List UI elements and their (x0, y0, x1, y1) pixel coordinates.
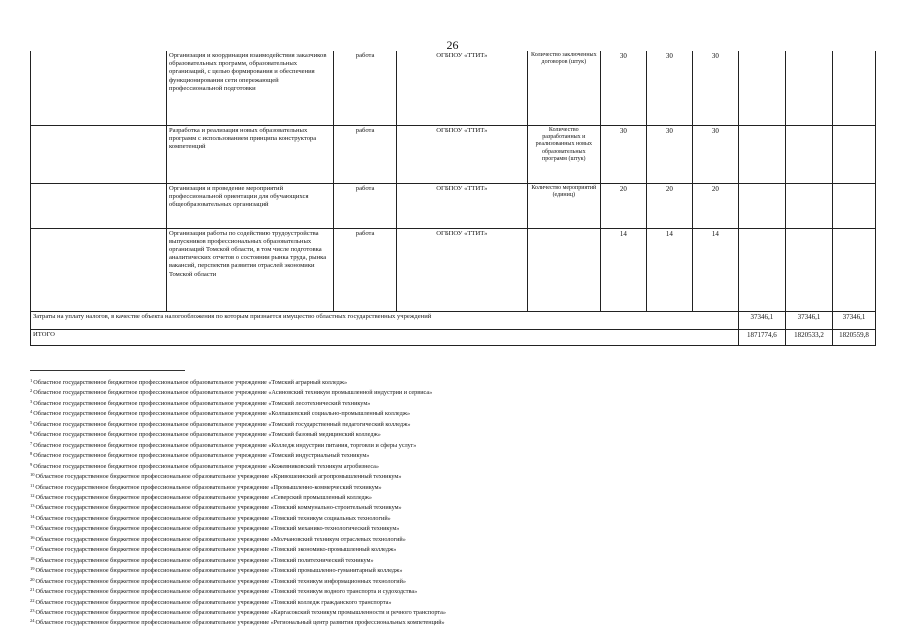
footnote-item (30, 523, 850, 533)
tax-costs-label: Затраты на уплату налогов, в качестве объекта налогообложения по которым признается имущество областных государственных учреждений (31, 311, 739, 329)
footnote-item (30, 617, 850, 627)
table-row (31, 228, 876, 311)
organization-cell: ОГБПОУ «ТТИТ» (396, 125, 527, 183)
footnote-number: 15 (30, 524, 35, 530)
value-year2-cell: 30 (646, 125, 692, 183)
footnote-item (30, 607, 850, 617)
footnote-item (30, 471, 850, 481)
table-row (31, 125, 876, 183)
empty-cell (785, 228, 832, 311)
footnote-number: 4 (30, 409, 33, 415)
footnote-item (30, 482, 850, 492)
indicator-cell: Количество разработанных и реализованных новых образовательных программ (штук) (527, 125, 600, 183)
footnote-text: Областное государственное бюджетное профессиональное образовательное учреждение «Томский техникум информационных технологий» (35, 577, 406, 585)
value-year1-cell: 30 (600, 125, 646, 183)
empty-cell (31, 228, 167, 311)
total-sum-year2: 1820533,2 (785, 329, 832, 345)
footnote-text: Областное государственное бюджетное профессиональное образовательное учреждение «Колледж индустрии питания, торговли и сферы услуг» (33, 441, 417, 449)
footnote-item (30, 513, 850, 523)
footnote-number: 9 (30, 461, 33, 467)
footnote-number: 24 (30, 618, 35, 624)
work-type-cell: работа (334, 228, 397, 311)
footnote-item (30, 398, 850, 408)
footnote-text: Областное государственное бюджетное профессиональное образовательное учреждение «Томский промышленно-гуманитарный колледж» (35, 567, 403, 575)
footnote-text: Областное государственное бюджетное профессиональное образовательное учреждение «Томский политехнический техникум» (35, 556, 374, 564)
work-name-cell: Организация работы по содействию трудоустройства выпускников профессиональных образовательных организаций Томской области, в том числе подготовка аналитических отчетов о состоянии рынка труда, рынка вакансий, перспектив развития отраслей экономики Томской области (166, 228, 333, 311)
empty-cell (738, 228, 785, 311)
footnote-item (30, 502, 850, 512)
footnote-text: Областное государственное бюджетное профессиональное образовательное учреждение «Томский экономико-промышленный колледж» (35, 546, 397, 554)
indicator-cell: Количество мероприятий (единиц) (527, 183, 600, 228)
footnote-text: Областное государственное бюджетное профессиональное образовательное учреждение «Томский аграрный колледж» (33, 379, 348, 386)
footnote-number: 19 (30, 566, 35, 572)
tax-sum-year3: 37346,1 (833, 311, 876, 329)
empty-cell (785, 183, 832, 228)
empty-cell (738, 51, 785, 125)
empty-cell (785, 51, 832, 125)
footnote-number: 22 (30, 597, 35, 603)
value-year3-cell: 14 (692, 228, 738, 311)
footnote-item (30, 377, 850, 387)
footnote-text: Областное государственное бюджетное профессиональное образовательное учреждение «Кривошеинский агропромышленный техникум» (35, 473, 402, 481)
work-type-cell: работа (334, 183, 397, 228)
footnote-number: 16 (30, 534, 35, 540)
footnote-number: 8 (30, 451, 33, 457)
footnote-text: Областное государственное бюджетное профессиональное образовательное учреждение «Кожевниковский техникум агробизнеса» (33, 462, 379, 470)
work-name-cell: Организация и проведение мероприятий профессиональной ориентации для обучающихся общеобразовательных организаций (166, 183, 333, 228)
footnote-text: Областное государственное бюджетное профессиональное образовательное учреждение «Томский коммунально-строительный техникум» (35, 504, 402, 512)
footnote-item (30, 419, 850, 429)
footnote-text: Областное государственное бюджетное профессиональное образовательное учреждение «Каргасокский техникум промышленности и речного транспорта» (35, 608, 446, 616)
footnote-text: Областное государственное бюджетное профессиональное образовательное учреждение «Томский колледж гражданского транспорта» (35, 598, 392, 606)
footnote-item (30, 597, 850, 607)
work-type-cell: работа (334, 125, 397, 183)
footnote-number: 11 (30, 482, 35, 488)
budget-table (30, 51, 876, 346)
footnote-number: 3 (30, 398, 33, 404)
work-name-cell: Разработка и реализация новых образовательных программ с использованием принципа конструктора компетенций (166, 125, 333, 183)
footnote-number: 14 (30, 513, 35, 519)
value-year2-cell: 14 (646, 228, 692, 311)
total-sum-year1: 1871774,6 (738, 329, 785, 345)
footnote-text: Областное государственное бюджетное профессиональное образовательное учреждение «Молчановский техникум отраслевых технологий» (35, 535, 406, 543)
value-year3-cell: 30 (692, 125, 738, 183)
footnote-text: Областное государственное бюджетное профессиональное образовательное учреждение «Томский техникум водного транспорта и судоходства» (35, 588, 418, 596)
total-label: ИТОГО (31, 329, 739, 345)
footnote-number: 6 (30, 430, 33, 436)
footnote-number: 2 (30, 388, 33, 394)
tax-sum-year2: 37346,1 (785, 311, 832, 329)
footnote-number: 20 (30, 576, 35, 582)
footnote-text: Областное государственное бюджетное профессиональное образовательное учреждение «Томский механико-технологический техникум» (35, 525, 400, 533)
work-type-cell: работа (334, 51, 397, 125)
organization-cell: ОГБПОУ «ТТИТ» (396, 51, 527, 125)
value-year1-cell: 14 (600, 228, 646, 311)
organization-cell: ОГБПОУ «ТТИТ» (396, 183, 527, 228)
footnote-item (30, 544, 850, 554)
footnote-item (30, 450, 850, 460)
value-year1-cell: 20 (600, 183, 646, 228)
footnote-number: 18 (30, 555, 35, 561)
table-row (31, 51, 876, 125)
empty-cell (833, 228, 876, 311)
value-year2-cell: 30 (646, 51, 692, 125)
footnote-item (30, 586, 850, 596)
organization-cell: ОГБПОУ «ТТИТ» (396, 228, 527, 311)
footnote-item (30, 461, 850, 471)
footnote-separator (30, 370, 185, 371)
footnote-text: Областное государственное бюджетное профессиональное образовательное учреждение «Северский промышленный колледж» (35, 493, 373, 501)
footnote-number: 1 (30, 378, 33, 383)
footnote-text: Областное государственное бюджетное профессиональное образовательное учреждение «Томский государственный педагогический колледж» (33, 420, 411, 428)
footnote-text: Областное государственное бюджетное профессиональное образовательное учреждение «Томский техникум социальных технологий» (35, 514, 391, 522)
total-sum-year3: 1820559,8 (833, 329, 876, 345)
table-row (31, 183, 876, 228)
footnote-item (30, 534, 850, 544)
empty-cell (738, 125, 785, 183)
footnote-item (30, 408, 850, 418)
footnote-item (30, 429, 850, 439)
empty-cell (31, 125, 167, 183)
empty-cell (833, 51, 876, 125)
tax-costs-row (31, 311, 876, 329)
value-year1-cell: 30 (600, 51, 646, 125)
footnote-number: 17 (30, 545, 35, 551)
footnote-item (30, 555, 850, 565)
empty-cell (833, 125, 876, 183)
empty-cell (833, 183, 876, 228)
value-year2-cell: 20 (646, 183, 692, 228)
footnote-item (30, 492, 850, 502)
tax-sum-year1: 37346,1 (738, 311, 785, 329)
footnote-number: 21 (30, 587, 35, 593)
footnote-item (30, 565, 850, 575)
footnote-text: Областное государственное бюджетное профессиональное образовательное учреждение «Томский лесотехнический техникум» (33, 399, 371, 407)
page-number: 26 (446, 38, 459, 52)
value-year3-cell: 30 (692, 51, 738, 125)
footnote-text: Областное государственное бюджетное профессиональное образовательное учреждение «Промышленно-коммерческий техникум» (35, 483, 382, 491)
footnote-number: 7 (30, 440, 33, 446)
indicator-cell (527, 228, 600, 311)
empty-cell (738, 183, 785, 228)
value-year3-cell: 20 (692, 183, 738, 228)
footnote-number: 5 (30, 419, 33, 425)
footnote-item (30, 387, 850, 397)
footnotes-list (30, 377, 850, 628)
footnote-number: 13 (30, 503, 35, 509)
footnote-item (30, 576, 850, 586)
empty-cell (31, 183, 167, 228)
footnote-text: Областное государственное бюджетное профессиональное образовательное учреждение «Томский базовый медицинский колледж» (33, 431, 381, 439)
footnote-text: Областное государственное бюджетное профессиональное образовательное учреждение «Томский индустриальный техникум» (33, 452, 370, 460)
footnote-text: Областное государственное бюджетное профессиональное образовательное учреждение «Асиновский техникум промышленной индустрии и сервиса» (33, 389, 433, 397)
indicator-cell: Количество заключенных договоров (штук) (527, 51, 600, 125)
footnote-number: 12 (30, 492, 35, 498)
footnote-text: Областное государственное бюджетное профессиональное образовательное учреждение «Региональный центр развития профессиональных компетенций» (35, 619, 445, 627)
footnote-number: 23 (30, 607, 35, 613)
empty-cell (785, 125, 832, 183)
empty-cell (31, 51, 167, 125)
footnote-text: Областное государственное бюджетное профессиональное образовательное учреждение «Колпашевский социально-промышленный колледж» (33, 410, 411, 418)
total-row (31, 329, 876, 345)
work-name-cell: Организация и координация взаимодействия заказчиков образовательных программ, образовательных организаций, с целью формирования и обеспечения функционирования сети опережающей профессиональной подготовки (166, 51, 333, 125)
footnote-number: 10 (30, 472, 35, 478)
footnote-item (30, 440, 850, 450)
